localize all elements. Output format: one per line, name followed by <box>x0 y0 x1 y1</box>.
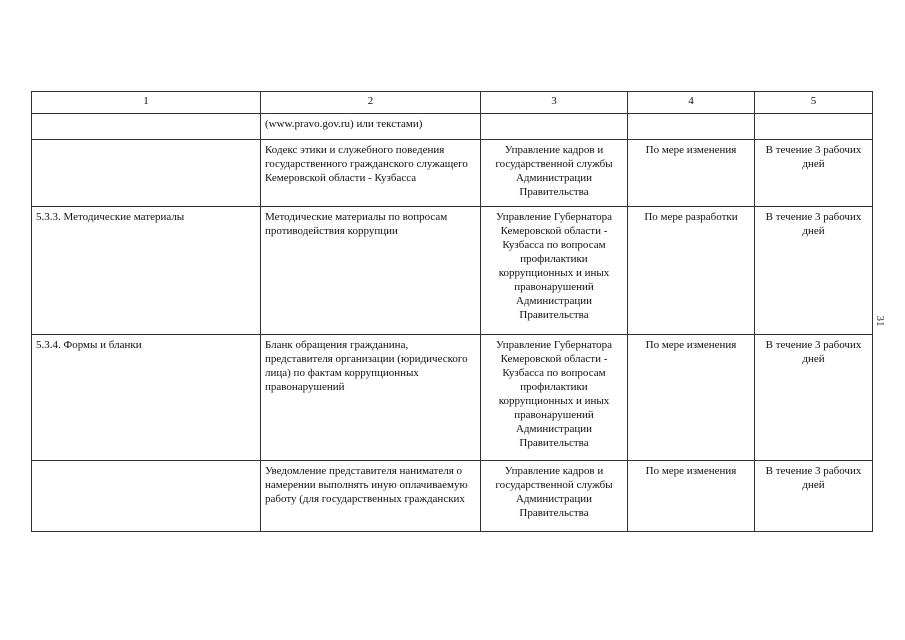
table-row <box>32 114 873 140</box>
table-cell-deadline: В течение 3 рабочих дней <box>755 207 873 335</box>
table-cell-section <box>32 140 261 207</box>
table-cell-deadline: В течение 3 рабочих дней <box>755 335 873 461</box>
table-cell-material: Методические материалы по вопросам противодействия коррупции <box>261 207 481 335</box>
table-cell-responsible: Управление Губернатора Кемеровской области - Кузбасса по вопросам профилактики коррупционных и иных правонарушений Администрации Правительства <box>481 335 628 461</box>
table-cell-section: 5.3.3. Методические материалы <box>32 207 261 335</box>
table-cell-deadline: В течение 3 рабочих дней <box>755 140 873 207</box>
table-cell-responsible: Управление Губернатора Кемеровской области - Кузбасса по вопросам профилактики коррупционных и иных правонарушений Администрации Правительства <box>481 207 628 335</box>
table-header-row <box>32 92 873 114</box>
table-cell-material: Кодекс этики и служебного поведения государственного гражданского служащего Кемеровской области - Кузбасса <box>261 140 481 207</box>
column-header-1: 1 <box>32 92 261 114</box>
table-cell-responsible: Управление кадров и государственной службы Администрации Правительства <box>481 140 628 207</box>
column-header-5: 5 <box>755 92 873 114</box>
page-number: 31 <box>874 315 886 327</box>
table-cell-deadline: В течение 3 рабочих дней <box>755 461 873 532</box>
table-cell-section <box>32 461 261 532</box>
table-cell-section: 5.3.4. Формы и бланки <box>32 335 261 461</box>
table-cell-section <box>32 114 261 140</box>
table-cell-material: Уведомление представителя нанимателя о намерении выполнять иную оплачиваемую работу (для государственных гражданских <box>261 461 481 532</box>
document-table <box>31 91 873 532</box>
table-row <box>32 140 873 207</box>
table-cell-responsible <box>481 114 628 140</box>
table-row <box>32 335 873 461</box>
table-cell-material: (www.pravo.gov.ru) или текстами) <box>261 114 481 140</box>
table-cell-frequency: По мере разработки <box>628 207 755 335</box>
table-row <box>32 207 873 335</box>
table-cell-frequency: По мере изменения <box>628 140 755 207</box>
table-cell-deadline <box>755 114 873 140</box>
column-header-4: 4 <box>628 92 755 114</box>
table-cell-frequency: По мере изменения <box>628 461 755 532</box>
table-row <box>32 461 873 532</box>
table-cell-frequency: По мере изменения <box>628 335 755 461</box>
table-cell-material: Бланк обращения гражданина, представителя организации (юридического лица) по фактам коррупционных правонарушений <box>261 335 481 461</box>
column-header-3: 3 <box>481 92 628 114</box>
table-cell-frequency <box>628 114 755 140</box>
table-cell-responsible: Управление кадров и государственной службы Администрации Правительства <box>481 461 628 532</box>
column-header-2: 2 <box>261 92 481 114</box>
